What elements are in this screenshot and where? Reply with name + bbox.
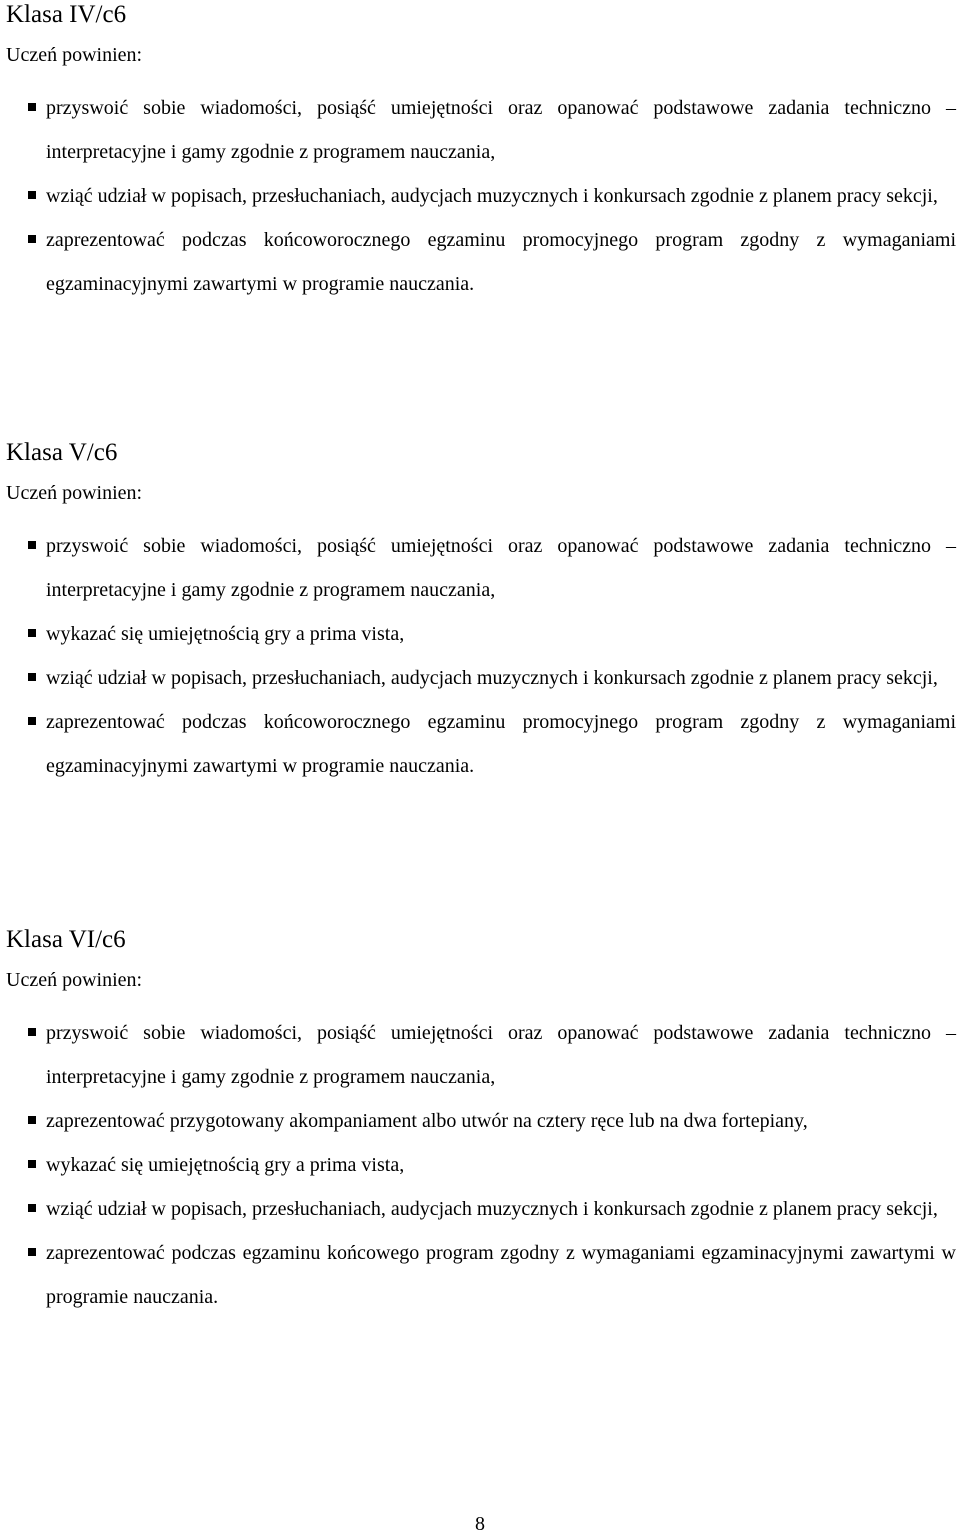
list-item (0, 524, 960, 612)
list-item-text: zaprezentować podczas egzaminu końcowego program zgodny z wymaganiami egzaminacyjnymi zawartymi w programie nauczania. (46, 1242, 956, 1308)
square-bullet-icon (28, 235, 36, 243)
square-bullet-icon (28, 1116, 36, 1124)
square-bullet-icon (28, 103, 36, 111)
list-item (0, 1143, 960, 1187)
list-item-text: wykazać się umiejętnością gry a prima vista, (46, 623, 405, 645)
requirements-list (0, 86, 960, 306)
square-bullet-icon (28, 673, 36, 681)
list-item (0, 1011, 960, 1099)
section-intro: Uczeń powinien: (6, 44, 143, 66)
square-bullet-icon (28, 1028, 36, 1036)
list-item-text: przyswoić sobie wiadomości, posiąść umiejętności oraz opanować podstawowe zadania techniczno – interpretacyjne i gamy zgodnie z programem nauczania, (46, 97, 956, 163)
section-intro: Uczeń powinien: (6, 482, 143, 504)
requirements-list (0, 1011, 960, 1319)
list-item-text: wziąć udział w popisach, przesłuchaniach, audycjach muzycznych i konkursach zgodnie z planem pracy sekcji, (46, 667, 938, 689)
square-bullet-icon (28, 541, 36, 549)
square-bullet-icon (28, 629, 36, 637)
list-item (0, 612, 960, 656)
section-title: Klasa V/c6 (6, 439, 118, 466)
list-item (0, 1231, 960, 1319)
page-number: 8 (475, 1513, 485, 1535)
requirements-list (0, 524, 960, 788)
square-bullet-icon (28, 717, 36, 725)
section-title: Klasa IV/c6 (6, 1, 127, 28)
section-title: Klasa VI/c6 (6, 926, 126, 953)
list-item-text: przyswoić sobie wiadomości, posiąść umiejętności oraz opanować podstawowe zadania techniczno – interpretacyjne i gamy zgodnie z programem nauczania, (46, 535, 956, 601)
section-intro: Uczeń powinien: (6, 969, 143, 991)
list-item (0, 86, 960, 174)
list-item (0, 218, 960, 306)
square-bullet-icon (28, 191, 36, 199)
list-item-text: zaprezentować podczas końcoworocznego egzaminu promocyjnego program zgodny z wymaganiami egzaminacyjnymi zawartymi w programie nauczania. (46, 711, 956, 777)
list-item-text: przyswoić sobie wiadomości, posiąść umiejętności oraz opanować podstawowe zadania techniczno – interpretacyjne i gamy zgodnie z programem nauczania, (46, 1022, 956, 1088)
list-item-text: wykazać się umiejętnością gry a prima vista, (46, 1154, 405, 1176)
list-item-text: wziąć udział w popisach, przesłuchaniach, audycjach muzycznych i konkursach zgodnie z planem pracy sekcji, (46, 185, 938, 207)
square-bullet-icon (28, 1248, 36, 1256)
list-item (0, 656, 960, 700)
square-bullet-icon (28, 1204, 36, 1212)
list-item (0, 700, 960, 788)
list-item (0, 1099, 960, 1143)
list-item-text: zaprezentować podczas końcoworocznego egzaminu promocyjnego program zgodny z wymaganiami egzaminacyjnymi zawartymi w programie nauczania. (46, 229, 956, 295)
list-item-text: wziąć udział w popisach, przesłuchaniach, audycjach muzycznych i konkursach zgodnie z planem pracy sekcji, (46, 1198, 938, 1220)
list-item (0, 174, 960, 218)
list-item-text: zaprezentować przygotowany akompaniament albo utwór na cztery ręce lub na dwa fortepiany, (46, 1110, 808, 1132)
square-bullet-icon (28, 1160, 36, 1168)
list-item (0, 1187, 960, 1231)
